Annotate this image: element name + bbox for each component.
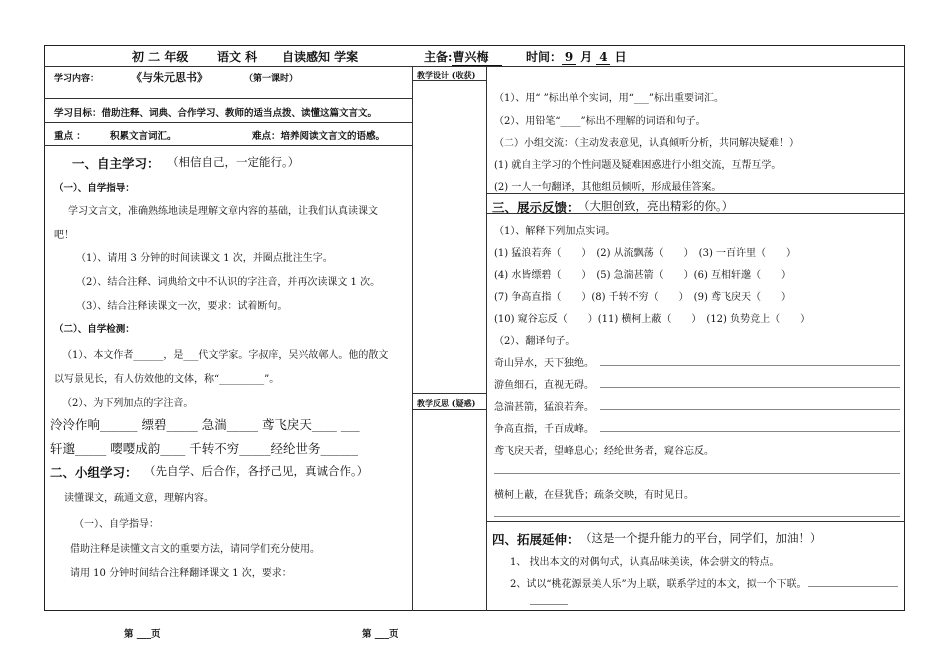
teacher-field: 主备:曹兴梅 [424, 48, 502, 66]
guide-item-1: （1）、请用 3 分钟的时间读课文 1 次，并圈点批注生字。 [76, 253, 333, 264]
phonetic-row-1: 泠泠作响______ 缥碧_____ 急湍_____ 鸢飞戾天____ ___ [50, 417, 360, 432]
answer-line-6 [494, 516, 900, 517]
word-row-1: (1) 猛浪若奔（ ） (2) 从流飘荡（ ） (3) 一百许里（ ） [494, 248, 797, 259]
guide-item-3: （3）、结合注释读课文一次，要求：试着断句。 [76, 301, 288, 312]
sentence-2: 游鱼细石，直视无碍。 [494, 380, 594, 391]
check-question-2: （2）、为下列加点的字注音。 [62, 398, 194, 409]
mark-instruction-1: （1）、用“ ”标出单个实词，用“___”标出重要词汇。 [494, 93, 724, 104]
date-field: 时间： 9 月 4 日 [526, 50, 627, 64]
section-2-guide-2: 请用 10 分钟时间结合注释翻译课文 1 次，要求： [70, 568, 292, 579]
mark-instruction-2: （2）、用铅笔“____”标出不理解的词语和句子。 [494, 116, 706, 127]
extension-item-2: 2、试以“桃花源景美人乐”为上联，联系学过的本文，拟一个下联。 [510, 579, 807, 590]
answer-line-7 [808, 586, 898, 587]
design-label: 教学设计 (收获) [417, 70, 476, 80]
key-point-label: 重点 ： [54, 131, 86, 142]
middle-column-left-line [412, 66, 413, 611]
grade-label: 初 二 年级 [132, 50, 189, 64]
content-label: 学习内容： [54, 74, 100, 84]
answer-line-3 [600, 409, 900, 410]
explain-words-instruction: （1）、解释下列加点实词。 [494, 226, 616, 237]
goal-divider [44, 122, 412, 123]
page-number-left: 第 ___页 [124, 629, 161, 640]
section-2-heading: 二、小组学习： [50, 465, 138, 480]
section-3-heading: 三、展示反馈： [492, 200, 580, 215]
check-question-1b: 以写景见长，有人仿效他的文体，称“_________”。 [54, 374, 280, 385]
phonetic-row-2: 轩邈_____ 嘤嘤成韵____ 千转不穷_____经纶世务______ [50, 441, 358, 456]
answer-line-2 [600, 387, 900, 388]
lesson-period: （第一课时） [244, 74, 299, 84]
sentence-3: 急湍甚箭，猛浪若奔。 [494, 402, 594, 413]
content-divider [44, 98, 412, 99]
answer-line-5 [494, 473, 900, 474]
extension-item-1: 1、 找出本文的对偶句式，认真品味美读，体会骈文的特点。 [510, 557, 780, 568]
self-study-guide-heading: （一）、自学指导： [54, 183, 135, 194]
word-row-2: (4) 水皆缥碧（ ） (5) 急湍甚箭（ ）(6) 互相轩邈（ ） [494, 270, 792, 281]
guide-paragraph-line1: 学习文言文，准确熟练地读是理解文章内容的基础，让我们认真读课文 [68, 206, 378, 217]
section-2-line: 读懂课文，疏通文意，理解内容。 [64, 493, 214, 504]
section-4-heading: 四、拓展延伸： [492, 532, 580, 547]
middle-column-right-line [486, 66, 487, 611]
right-divider-1 [486, 193, 905, 194]
sentence-4: 争高直指，千百成峰。 [494, 424, 594, 435]
page-number-right: 第 ___页 [362, 629, 399, 640]
subject-label: 语文 科 [217, 50, 258, 64]
sentence-1: 奇山异水，天下独绝。 [494, 358, 594, 369]
self-check-heading: （二）、自学检测： [54, 324, 135, 335]
answer-line-4 [600, 431, 900, 432]
course-label: 自读感知 学案 [282, 50, 359, 64]
section-1-note: （相信自己，一定能行。） [167, 155, 300, 169]
header-divider [44, 66, 905, 67]
right-divider-3 [486, 521, 905, 522]
check-question-1a: （1）、本文作者______，是___代文学家。字叔庠，吴兴故鄣人。他的散文 [62, 350, 389, 361]
group-exchange-2: (2) 一人一句翻译，其他组员倾听，形成最佳答案。 [494, 182, 722, 193]
answer-line-1 [600, 365, 900, 366]
guide-paragraph-line2: 吧！ [54, 230, 74, 241]
word-row-4: (10) 窥谷忘反（ ）(11) 横柯上蔽（ ） (12) 负势竞上（ ） [494, 314, 811, 325]
group-exchange-heading: （二）小组交流：（主动发表意见，认真倾听分析，共同解决疑难！） [494, 138, 799, 149]
translate-instruction: （2）、翻译句子。 [494, 336, 576, 347]
word-row-3: (7) 争高直指（ ）(8) 千转不穷（ ） (9) 鸢飞戾天（ ） [494, 292, 792, 303]
answer-line-8 [530, 604, 568, 605]
group-exchange-1: (1) 就自主学习的个性问题及疑难困惑进行小组交流，互帮互学。 [494, 160, 782, 171]
sentence-6: 横柯上蔽，在昼犹昏；疏条交映，有时见日。 [494, 490, 694, 501]
reflection-label: 教学反思 (疑惑) [417, 398, 476, 408]
reflection-top-divider [412, 393, 486, 394]
difficulty-text: 难点：培养阅读文言文的语感。 [252, 131, 386, 142]
learning-goal: 学习目标：借助注释、词典、合作学习、教师的适当点拨、读懂这篇文言文。 [54, 108, 378, 119]
section-2-note: （先自学、后合作，各抒己见，真诚合作。） [144, 464, 369, 478]
key-point-text: 积累文言词汇。 [110, 131, 177, 142]
key-divider [44, 145, 412, 146]
section-1-heading: 一、自主学习： [72, 156, 160, 171]
section-4-note: （这是一个提升能力的平台，同学们，加油！） [580, 531, 822, 545]
section-2-guide-heading: （一）、自学指导： [74, 519, 159, 530]
section-2-guide-1: 借助注释是读懂文言文的重要方法，请同学们充分使用。 [70, 544, 320, 555]
section-3-note: （大胆创致，亮出精彩的你。） [578, 199, 734, 213]
lesson-title: 《与朱元思书》 [131, 71, 208, 84]
sentence-5: 鸢飞戾天者，望峰息心；经纶世务者，窥谷忘反。 [494, 446, 714, 457]
guide-item-2: （2）、结合注释、词典给文中不认识的字注音，并再次读课文 1 次。 [76, 277, 381, 288]
reflection-divider [412, 409, 486, 410]
